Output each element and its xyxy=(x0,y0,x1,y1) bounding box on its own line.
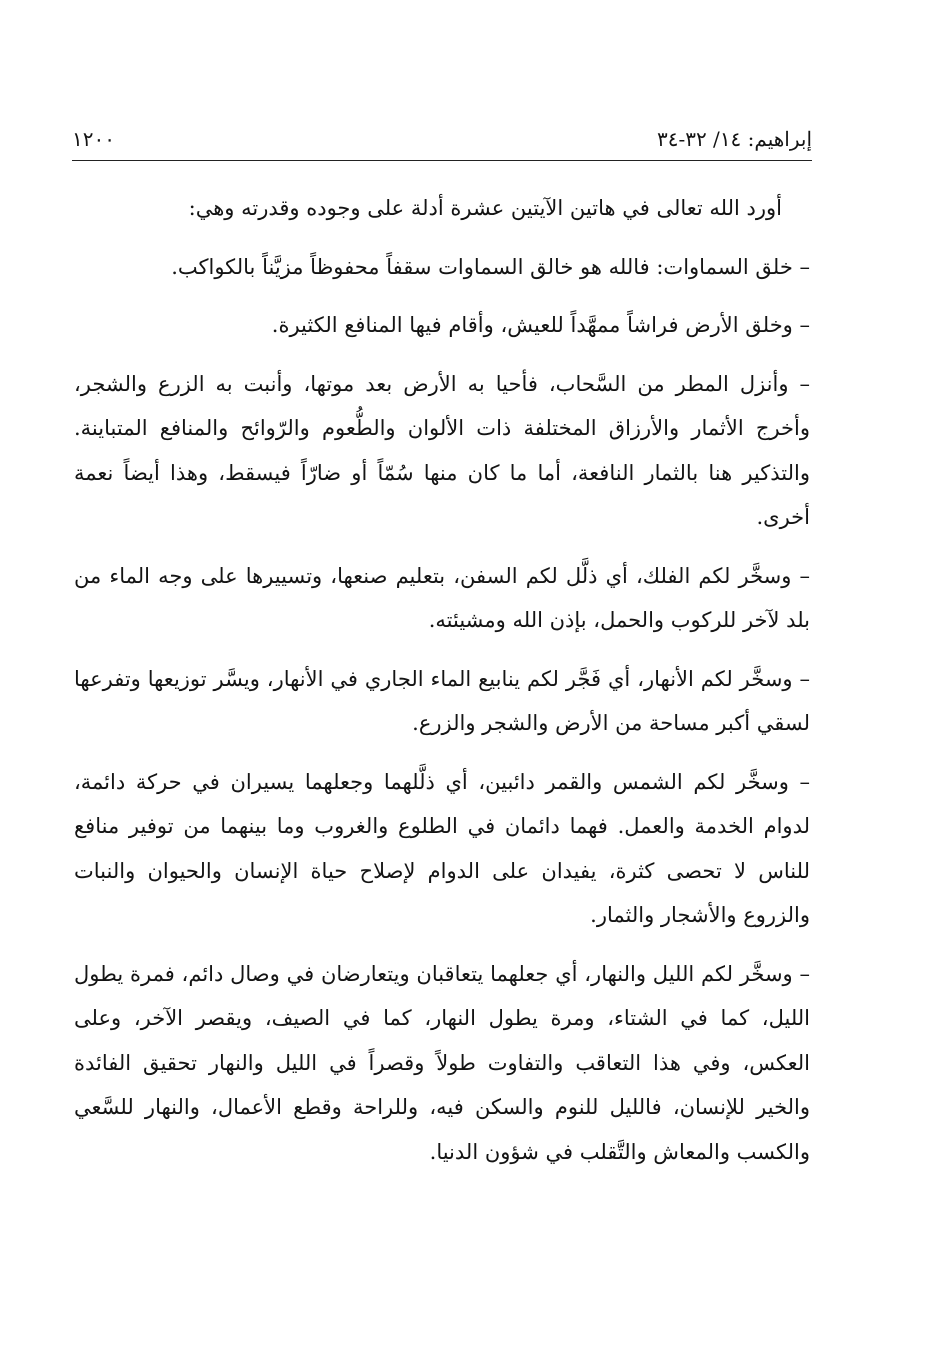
point-sun-moon: – وسخَّر لكم الشمس والقمر دائبين، أي ذلَّلهما وجعلهما يسيران في حركة دائمة، لدوام الخدمة والعمل. فهما دائمان في الطلوع والغروب وما بينهما من توفير منافع للناس لا تحصى كثرة، يفيدان على الدوام لإصلاح حياة الإنسان والحيوان والنبات والزروع والأشجار والثمار. xyxy=(74,769,810,927)
intro-paragraph: أورد الله تعالى في هاتين الآيتين عشرة أدلة على وجوده وقدرته وهي: xyxy=(188,196,782,220)
point-rain: – وأنزل المطر من السَّحاب، فأحيا به الأرض بعد موتها، وأنبت به الزرع والشجر، وأخرج الأثمار والأرزاق المختلفة ذات الألوان والطُّعوم والرّوائح والمنافع المتباينة. والتذكير هنا بالثمار النافعة، أما ما كان منها سُمّاً أو ضارّاً فيسقط، وهذا أيضاً نعمة أخرى. xyxy=(74,371,810,529)
chapter-reference: إبراهيم: ١٤/ ٣٢-٣٤ xyxy=(656,127,812,151)
point-earth: – وخلق الأرض فراشاً ممهَّداً للعيش، وأقام فيها المنافع الكثيرة. xyxy=(271,313,810,337)
body-text xyxy=(74,186,810,1188)
header-divider xyxy=(72,160,812,161)
page-number: ١٢٠٠ xyxy=(72,127,115,151)
point-night-day: – وسخَّر لكم الليل والنهار، أي جعلهما يتعاقبان ويتعارضان في وصال دائم، فمرة يطول الليل، كما في الشتاء، ومرة يطول النهار، كما في الصيف، ويقصر الآخر، وعلى العكس، وفي هذا التعاقب والتفاوت طولاً وقصراً في الليل والنهار تحقيق الفائدة والخير للإنسان، فالليل للنوم والسكن فيه، وللراحة وقطع الأعمال، والنهار للسَّعي والكسب والمعاش والتَّقلب في شؤون الدنيا. xyxy=(74,961,810,1164)
point-ships: – وسخَّر لكم الفلك، أي ذلَّل لكم السفن، بتعليم صنعها، وتسييرها على وجه الماء من بلد لآخر للركوب والحمل، بإذن الله ومشيئته. xyxy=(74,563,810,632)
point-rivers: – وسخَّر لكم الأنهار، أي فَجَّر لكم ينابيع الماء الجاري في الأنهار، ويسَّر توزيعها وتفرعها لسقي أكبر مساحة من الأرض والشجر والزرع. xyxy=(74,666,810,735)
point-heavens: – خلق السماوات: فالله هو خالق السماوات سقفاً محفوظاً مزيَّناً بالكواكب. xyxy=(171,254,810,279)
running-header xyxy=(72,120,812,154)
